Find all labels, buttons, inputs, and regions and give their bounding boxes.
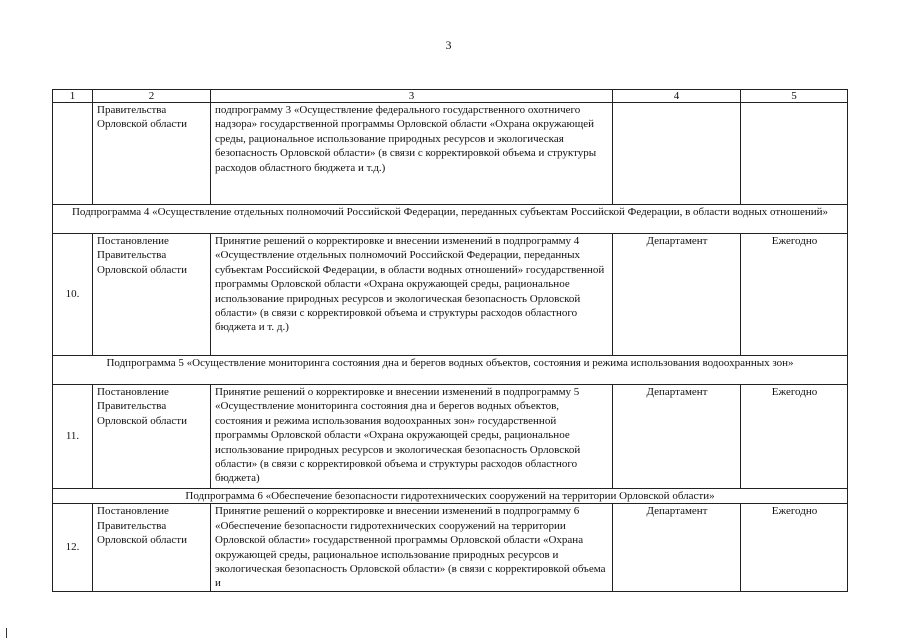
document-type-cell: Постановление Правительства Орловской области (93, 234, 211, 356)
deadline-cell (741, 103, 848, 205)
table-row (53, 504, 848, 591)
executor-cell: Департамент (613, 504, 741, 591)
document-type-cell: Постановление Правительства Орловской области (93, 385, 211, 489)
column-number: 1 (53, 90, 93, 103)
subprogram-header-row (53, 356, 848, 385)
deadline-cell: Ежегодно (741, 504, 848, 591)
measure-cell: Принятие решений о корректировке и внесении изменений в подпрограмму 5 «Осуществление мониторинга состояния дна и берегов водных объектов, состояния и режима использования водоохранных зон» государственной программы Орловской области «Охрана окружающей среды, рациональное использование природных ресурсов и экологическая безопасность Орловской области» (в связи с корректировкой объема и структуры расходов областного бюджета) (211, 385, 613, 489)
subprogram-title: Подпрограмма 6 «Обеспечение безопасности гидротехнических сооружений на территории Орловской области» (53, 489, 848, 504)
row-number: 12. (53, 504, 93, 591)
column-number: 5 (741, 90, 848, 103)
table-row (53, 234, 848, 356)
subprogram-header-row (53, 205, 848, 234)
column-number: 4 (613, 90, 741, 103)
page-number: 3 (445, 38, 452, 52)
column-number: 3 (211, 90, 613, 103)
table-row (53, 103, 848, 205)
executor-cell: Департамент (613, 234, 741, 356)
plan-table (52, 89, 848, 592)
measure-cell: подпрограмму 3 «Осуществление федерального государственного охотничего надзора» государственной программы Орловской области «Охрана окружающей среды, рациональное использование природных ресурсов и экологическая безопасность Орловской области» (в связи с корректировкой объема и структуры расходов областного бюджета и т.д.) (211, 103, 613, 205)
deadline-cell: Ежегодно (741, 385, 848, 489)
column-number: 2 (93, 90, 211, 103)
row-number-cell (53, 103, 93, 205)
measure-cell: Принятие решений о корректировке и внесении изменений в подпрограмму 6 «Обеспечение безопасности гидротехнических сооружений на территории Орловской области» государственной программы Орловской области «Охрана окружающей среды, рациональное использование природных ресурсов и экологическая безопасность Орловской области» (в связи с корректировкой объема и (211, 504, 613, 591)
scan-mark (6, 628, 7, 638)
measure-cell: Принятие решений о корректировке и внесении изменений в подпрограмму 4 «Осуществление отдельных полномочий Российской Федерации, переданных субъектам Российской Федерации, в области водных отношений» государственной программы Орловской области «Охрана окружающей среды, рациональное использование природных ресурсов и экологическая безопасность Орловской области» (в связи с корректировкой объема и структуры расходов областного бюджета и т. д.) (211, 234, 613, 356)
deadline-cell: Ежегодно (741, 234, 848, 356)
document-type-cell: Постановление Правительства Орловской области (93, 504, 211, 591)
column-number-row (53, 90, 848, 103)
table-row (53, 385, 848, 489)
subprogram-header-row (53, 489, 848, 504)
row-number: 11. (53, 385, 93, 489)
row-number: 10. (53, 234, 93, 356)
executor-cell (613, 103, 741, 205)
executor-cell: Департамент (613, 385, 741, 489)
document-type-cell: Правительства Орловской области (93, 103, 211, 205)
subprogram-title: Подпрограмма 5 «Осуществление мониторинга состояния дна и берегов водных объектов, состояния и режима использования водоохранных зон» (53, 356, 848, 385)
subprogram-title: Подпрограмма 4 «Осуществление отдельных полномочий Российской Федерации, переданных субъектам Российской Федерации, в области водных отношений» (53, 205, 848, 234)
